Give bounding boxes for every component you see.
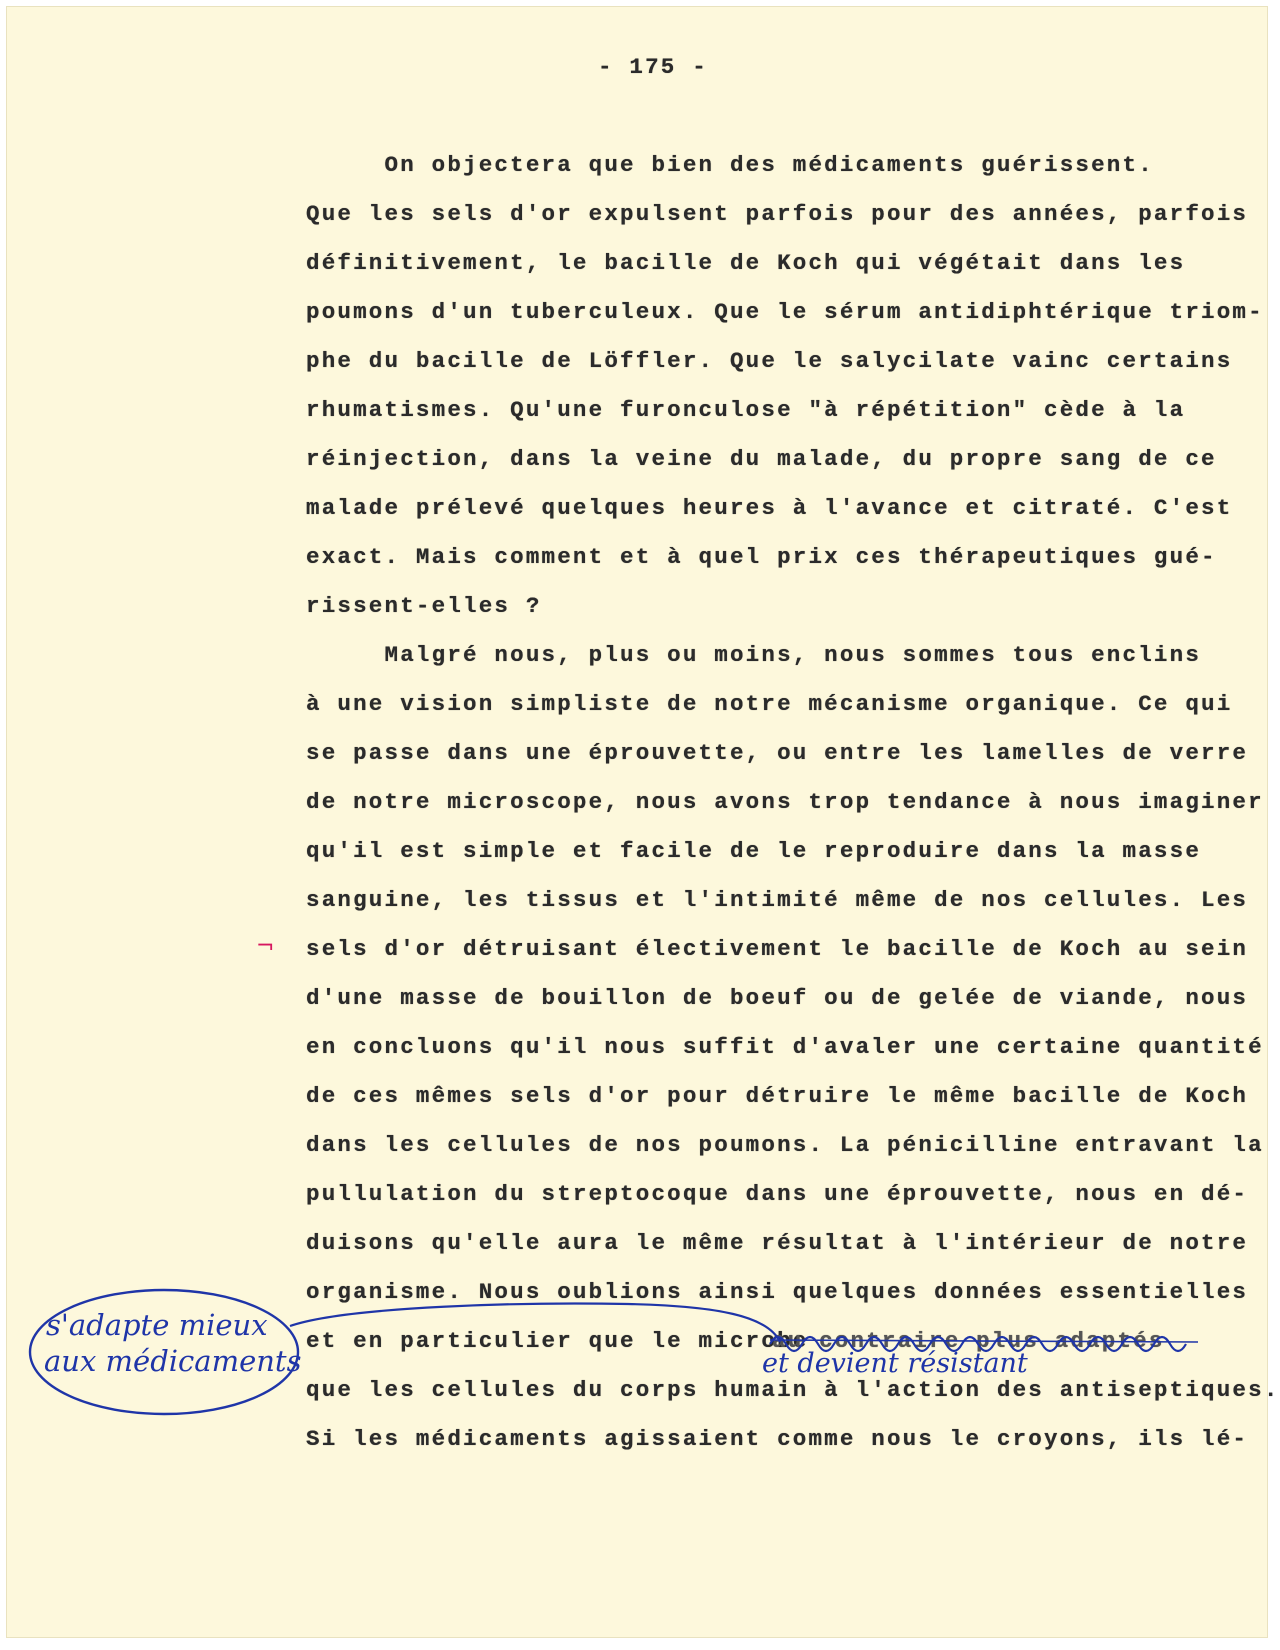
text-line: rissent-elles ? bbox=[306, 593, 542, 619]
text-line: se passe dans une éprouvette, ou entre les lamelles de verre bbox=[306, 740, 1249, 766]
text-line: exact. Mais comment et à quel prix ces thérapeutiques gué- bbox=[306, 544, 1217, 570]
text-line: de notre microscope, nous avons trop tendance à nous imaginer bbox=[306, 789, 1264, 815]
text-line: malade prélevé quelques heures à l'avance et citraté. C'est bbox=[306, 495, 1233, 521]
text-line: rhumatismes. Qu'une furonculose "à répétition" cède à la bbox=[306, 397, 1186, 423]
text-line: On objectera que bien des médicaments guérissent. bbox=[306, 152, 1154, 178]
text-line: Si les médicaments agissaient comme nous le croyons, ils lé- bbox=[306, 1426, 1249, 1452]
text-line: de ces mêmes sels d'or pour détruire le même bacille de Koch bbox=[306, 1083, 1249, 1109]
text-line: d'une masse de bouillon de boeuf ou de gelée de viande, nous bbox=[306, 985, 1249, 1011]
margin-correction-mark: ¬ bbox=[256, 934, 275, 959]
page-number: - 175 - bbox=[598, 54, 708, 80]
text-line: définitivement, le bacille de Koch qui végétait dans les bbox=[306, 250, 1186, 276]
text-line: à une vision simpliste de notre mécanisme organique. Ce qui bbox=[306, 691, 1233, 717]
text-line: Que les sels d'or expulsent parfois pour des années, parfois bbox=[306, 201, 1249, 227]
margin-note-line: aux médicaments bbox=[44, 1344, 302, 1378]
text-line: dans les cellules de nos poumons. La pénicilline entravant la bbox=[306, 1132, 1264, 1158]
text-line: et en particulier que le microbe bbox=[306, 1328, 809, 1354]
text-line: qu'il est simple et facile de le reproduire dans la masse bbox=[306, 838, 1202, 864]
text-line: sels d'or détruisant électivement le bacille de Koch au sein bbox=[306, 936, 1249, 962]
text-line: que les cellules du corps humain à l'action des antiseptiques. bbox=[306, 1377, 1280, 1403]
handwritten-insert: et devient résistant bbox=[762, 1348, 1028, 1379]
text-line: réinjection, dans la veine du malade, du propre sang de ce bbox=[306, 446, 1217, 472]
margin-note-line: s'adapte mieux bbox=[46, 1308, 268, 1342]
struck-text: au contraire plus adaptés bbox=[772, 1328, 1165, 1354]
text-line: poumons d'un tuberculeux. Que le sérum antidiphtérique triom- bbox=[306, 299, 1264, 325]
text-line: Malgré nous, plus ou moins, nous sommes tous enclins bbox=[306, 642, 1202, 668]
text-line: pullulation du streptocoque dans une éprouvette, nous en dé- bbox=[306, 1181, 1249, 1207]
text-line: organisme. Nous oublions ainsi quelques données essentielles bbox=[306, 1279, 1249, 1305]
text-line: sanguine, les tissus et l'intimité même de nos cellules. Les bbox=[306, 887, 1249, 913]
text-line: en concluons qu'il nous suffit d'avaler une certaine quantité bbox=[306, 1034, 1264, 1060]
text-line: phe du bacille de Löffler. Que le salycilate vainc certains bbox=[306, 348, 1233, 374]
typewritten-page bbox=[6, 6, 1280, 1638]
text-line: duisons qu'elle aura le même résultat à l'intérieur de notre bbox=[306, 1230, 1249, 1256]
